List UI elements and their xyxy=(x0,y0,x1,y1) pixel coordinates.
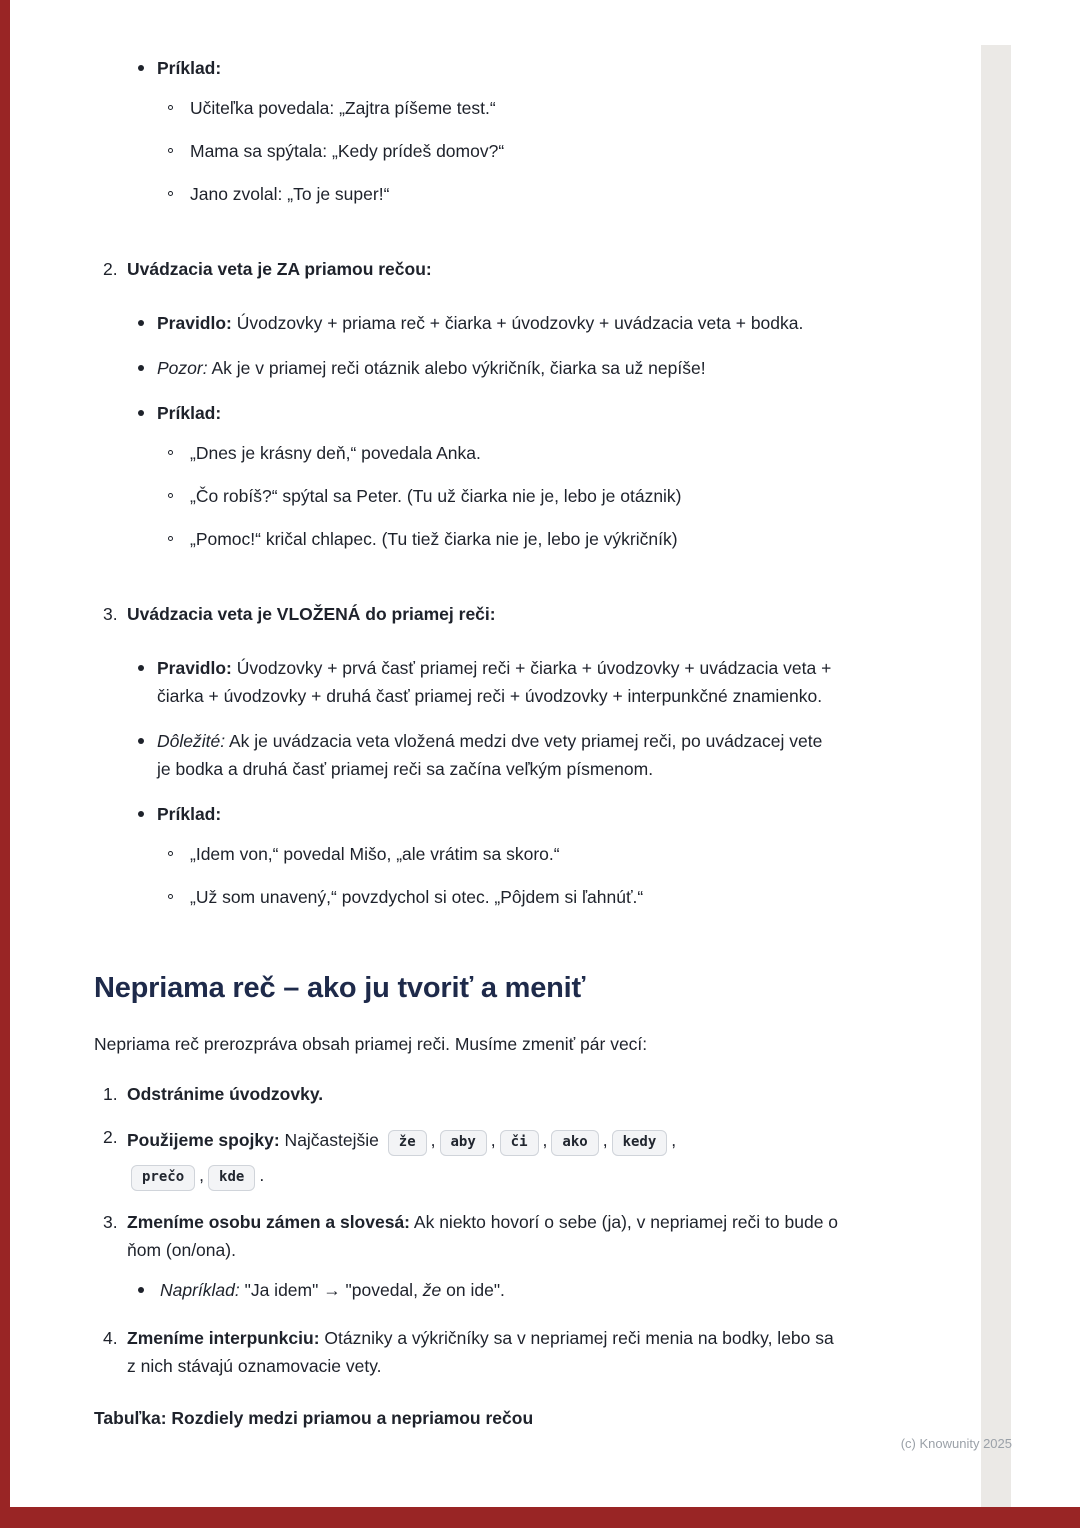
list-item xyxy=(167,840,840,868)
step-text: Ak niekto hovorí o sebe (ja), v nepriamej reči to bude o ňom (on/ona). xyxy=(127,1212,839,1261)
comma-separator: , xyxy=(490,1130,496,1151)
note-text: Ak je uvádzacia veta vložená medzi dve vety priamej reči, po uvádzacej vete je bodka a druhá časť priamej reči sa začína veľkým písmenom. xyxy=(157,731,823,779)
conjunction-chip: kde xyxy=(208,1165,255,1191)
conjunction-chip: kedy xyxy=(612,1130,668,1156)
bullet-circle-icon xyxy=(167,94,190,122)
conjunction-chip: že xyxy=(388,1130,427,1156)
bullet-circle-icon xyxy=(167,439,190,467)
note-label: Pozor: xyxy=(157,358,208,378)
step-bold: Zmeníme interpunkciu: xyxy=(127,1328,320,1349)
step-bold: Odstránime úvodzovky. xyxy=(127,1084,324,1105)
list-item xyxy=(167,94,840,122)
bullet-disc-icon xyxy=(137,654,157,710)
example-text: „Idem von,“ povedal Mišo, „ale vrátim sa skoro.“ xyxy=(190,844,560,864)
numbered-step xyxy=(94,1324,840,1380)
example-sublist xyxy=(157,94,840,208)
substep-text: "Ja idem" → "povedal, xyxy=(239,1280,423,1301)
example-block-top xyxy=(94,54,840,223)
watermark: (c) Knowunity 2025 xyxy=(900,1436,1012,1451)
bullet-circle-icon xyxy=(167,137,190,165)
step-number: 2. xyxy=(103,1127,118,1148)
page-title: Nepriama reč – ako ju tvoriť a meniť xyxy=(94,972,586,1004)
rule-label: Pravidlo: xyxy=(157,313,232,333)
bullet-disc-icon xyxy=(137,1276,160,1304)
conjunction-chip: ako xyxy=(551,1130,598,1156)
bullet-disc-icon xyxy=(137,309,157,337)
numbered-section-title xyxy=(94,600,840,628)
example-text: „Dnes je krásny deň,“ povedala Anka. xyxy=(190,443,481,463)
comma-separator: , xyxy=(542,1130,548,1151)
substep-label: Napríklad: xyxy=(160,1280,240,1301)
substep-text: on ide". xyxy=(441,1280,505,1301)
comma-separator: , xyxy=(199,1165,205,1186)
step-bold: Zmeníme osobu zámen a slovesá: xyxy=(127,1212,411,1233)
document-content xyxy=(94,0,840,1432)
page-edge-bottom xyxy=(0,1507,1080,1528)
bullet-circle-icon xyxy=(167,482,190,510)
scrollbar-track[interactable] xyxy=(981,45,1011,1507)
bullet-circle-icon xyxy=(167,883,190,911)
list-item xyxy=(137,309,840,337)
bullet-circle-icon xyxy=(167,840,190,868)
numbered-step xyxy=(94,1208,840,1304)
step-number: 4. xyxy=(103,1328,118,1349)
list-item xyxy=(137,727,840,783)
example-label: Príklad: xyxy=(157,403,222,423)
note-label: Dôležité: xyxy=(157,731,226,751)
numbered-section-title xyxy=(94,255,840,283)
example-text: Mama sa spýtala: „Kedy prídeš domov?“ xyxy=(190,141,505,161)
step-lead: Najčastejšie xyxy=(279,1130,384,1151)
example-sublist xyxy=(157,840,840,911)
note-text: Ak je v priamej reči otáznik alebo výkričník, čiarka sa už nepíše! xyxy=(207,358,706,378)
numbered-step xyxy=(94,1123,840,1193)
conjunction-chip: či xyxy=(500,1130,539,1156)
example-label: Príklad: xyxy=(157,804,222,824)
list-item xyxy=(137,399,840,568)
example-text: Jano zvolal: „To je super!“ xyxy=(190,184,390,204)
example-text: „Už som unavený,“ povzdychol si otec. „Pôjdem si ľahnúť.“ xyxy=(190,887,644,907)
example-text: „Čo robíš?“ spýtal sa Peter. (Tu už čiarka nie je, lebo je otáznik) xyxy=(190,486,682,506)
example-label: Príklad: xyxy=(157,58,222,78)
list-item xyxy=(167,883,840,911)
page-edge-left xyxy=(0,0,10,1528)
list-item xyxy=(137,354,840,382)
bullet-circle-icon xyxy=(167,180,190,208)
comma-separator: , xyxy=(430,1130,436,1151)
section-number: 2. xyxy=(103,259,118,279)
step-number: 3. xyxy=(103,1212,118,1233)
list-item xyxy=(167,525,840,553)
section-number: 3. xyxy=(103,604,118,624)
section-title-text: Uvádzacia veta je VLOŽENÁ do priamej reči: xyxy=(127,604,496,624)
list-item xyxy=(167,439,840,467)
list-item xyxy=(167,482,840,510)
list-item xyxy=(167,137,840,165)
step-text: Otázniky a výkričníky sa v nepriamej reči menia na bodky, lebo sa z nich stávajú oznamovacie vety. xyxy=(127,1328,834,1377)
substep-italic-word: že xyxy=(422,1280,442,1301)
bullet-circle-icon xyxy=(167,525,190,553)
example-text: Učiteľka povedala: „Zajtra píšeme test.“ xyxy=(190,98,496,118)
section-title-text: Uvádzacia veta je ZA priamou rečou: xyxy=(127,259,432,279)
bullet-disc-icon xyxy=(137,727,157,783)
list-item xyxy=(167,180,840,208)
conjunction-chip: prečo xyxy=(131,1165,195,1191)
list-item xyxy=(137,800,840,926)
step-bold: Použijeme spojky: xyxy=(127,1130,280,1151)
section-bullets xyxy=(94,654,840,926)
comma-separator: , xyxy=(671,1130,677,1151)
bullet-disc-icon xyxy=(137,54,157,223)
numbered-step xyxy=(94,1080,840,1108)
bullet-disc-icon xyxy=(137,354,157,382)
section-bullets xyxy=(94,309,840,568)
period-terminator: . xyxy=(259,1165,265,1186)
step-number: 1. xyxy=(103,1084,118,1105)
list-item xyxy=(127,1276,840,1304)
list-item xyxy=(137,654,840,710)
comma-separator: , xyxy=(602,1130,608,1151)
example-sublist xyxy=(157,439,840,553)
intro-paragraph: Nepriama reč prerozpráva obsah priamej reči. Musíme zmeniť pár vecí: xyxy=(94,1034,648,1055)
bullet-disc-icon xyxy=(137,800,157,926)
rule-text: Úvodzovky + priama reč + čiarka + úvodzovky + uvádzacia veta + bodka. xyxy=(231,313,804,333)
conjunction-chip: aby xyxy=(440,1130,487,1156)
example-text: „Pomoc!“ kričal chlapec. (Tu tiež čiarka nie je, lebo je výkričník) xyxy=(190,529,678,549)
rule-label: Pravidlo: xyxy=(157,658,232,678)
list-item xyxy=(137,54,840,223)
table-caption: Tabuľka: Rozdiely medzi priamou a nepriamou rečou xyxy=(94,1408,534,1429)
bullet-disc-icon xyxy=(137,399,157,568)
rule-text: Úvodzovky + prvá časť priamej reči + čiarka + úvodzovky + uvádzacia veta + čiarka + úvodzovky + druhá časť priamej reči + úvodzovky + interpunkčné znamienko. xyxy=(157,658,832,706)
